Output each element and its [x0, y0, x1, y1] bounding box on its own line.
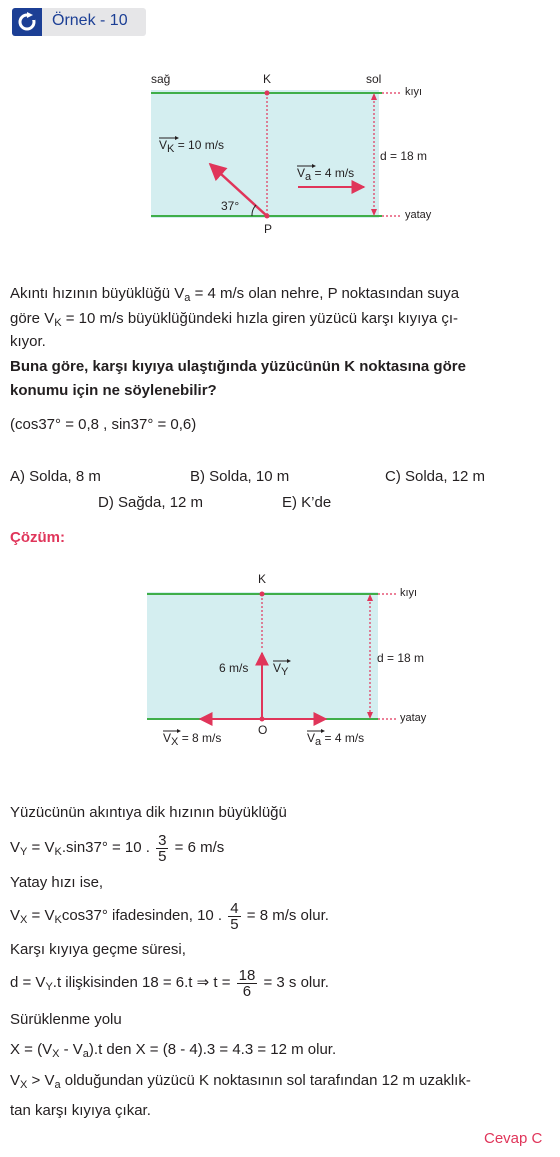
fraction-18-6: $\frac{18}{6}$ [238, 966, 256, 1000]
angle-label: 37° [221, 199, 240, 213]
point-k-label-2: K [258, 572, 267, 586]
option-c[interactable]: C) Solda, 12 m [385, 468, 486, 485]
solution-line-3: Yatay hızı ise, [10, 874, 104, 891]
point-k-label: K [263, 72, 272, 86]
horizontal-label: yatay [405, 209, 432, 221]
solution-line-1: Yüzücünün akıntıya dik hızının büyüklüğü [10, 804, 287, 821]
solution-line-10: tan karşı kıyıya çıkar. [10, 1102, 151, 1119]
distance-label-2: d = 18 m [377, 651, 425, 665]
point-o-label: O [258, 723, 268, 737]
figure-river-problem [0, 0, 560, 240]
vy-value-label: 6 m/s [219, 661, 249, 675]
vk-label: $V_K = 10$ m/s [159, 138, 225, 155]
point-p-label: P [264, 222, 273, 236]
example-title: Örnek - 10 [52, 12, 128, 29]
shore-label-2: kıyı [400, 587, 418, 599]
solution-line-2: $V_Y = V_K.\sin 37^\circ = 10$ . $\frac{3}{5}$ = 6 m/s [10, 831, 225, 865]
figure-solution [0, 560, 560, 760]
fraction-4-5: $\frac{4}{5}$ [230, 899, 239, 933]
solution-line-9: $V_X > V_a$ olduğundan yüzücü K noktasının sol tarafından 12 m uzaklık- [10, 1072, 471, 1091]
question-line-1: Buna göre, karşı kıyıya ulaştığında yüzücünün K noktasına göre [10, 358, 466, 375]
solution-label: Çözüm: [10, 529, 65, 546]
solution-line-5: Karşı kıyıya geçme süresi, [10, 941, 186, 958]
solution-line-7: Sürüklenme yolu [10, 1011, 122, 1028]
problem-line-1: Akıntı hızının büyüklüğü $V_a = 4$ m/s olan nehre, P noktasından suya [10, 285, 460, 304]
problem-line-2: göre $V_K = 10$ m/s büyüklüğündeki hızla giren yüzücü karşı kıyıya çı- [10, 310, 458, 329]
horizontal-label-2: yatay [400, 712, 427, 724]
vy-label: $V_Y$ [273, 661, 289, 678]
given-values: (cos37° = 0,8 , sin37° = 0,6) [10, 416, 197, 433]
question-line-2: konumu için ne söylenebilir? [10, 382, 217, 399]
answer-label: Cevap C [484, 1130, 543, 1147]
shore-label: kıyı [405, 86, 423, 98]
distance-label: d = 18 m [380, 149, 428, 163]
solution-line-6: $d = V_Y.t$ ilişkisinden 18 = 6.t ⇒ t = $\frac{18}{6}$ = 3 s olur. [10, 966, 329, 1000]
problem-line-3: kıyor. [10, 333, 46, 350]
option-e[interactable]: E) K’de [282, 494, 332, 511]
solution-line-4: $V_X = V_K\cos 37^\circ$ ifadesinden, 10 . $\frac{4}{5}$ = 8 m/s olur. [10, 899, 329, 933]
fraction-3-5: $\frac{3}{5}$ [158, 831, 167, 865]
option-a[interactable]: A) Solda, 8 m [10, 468, 101, 485]
vx-label: $V_X = 8$ m/s [163, 731, 222, 748]
option-d[interactable]: D) Sağda, 12 m [98, 494, 204, 511]
va-label: $V_a = 4$ m/s [297, 166, 355, 183]
left-side-label: sağ [151, 72, 171, 86]
va-label-2: $V_a = 4$ m/s [307, 731, 365, 748]
option-b[interactable]: B) Solda, 10 m [190, 468, 290, 485]
river-water [151, 90, 379, 218]
solution-line-8: $X = (V_X - V_a).t$ den X = (8 - 4).3 = 4.3 = 12 m olur. [10, 1041, 337, 1060]
right-side-label: sol [366, 72, 382, 86]
